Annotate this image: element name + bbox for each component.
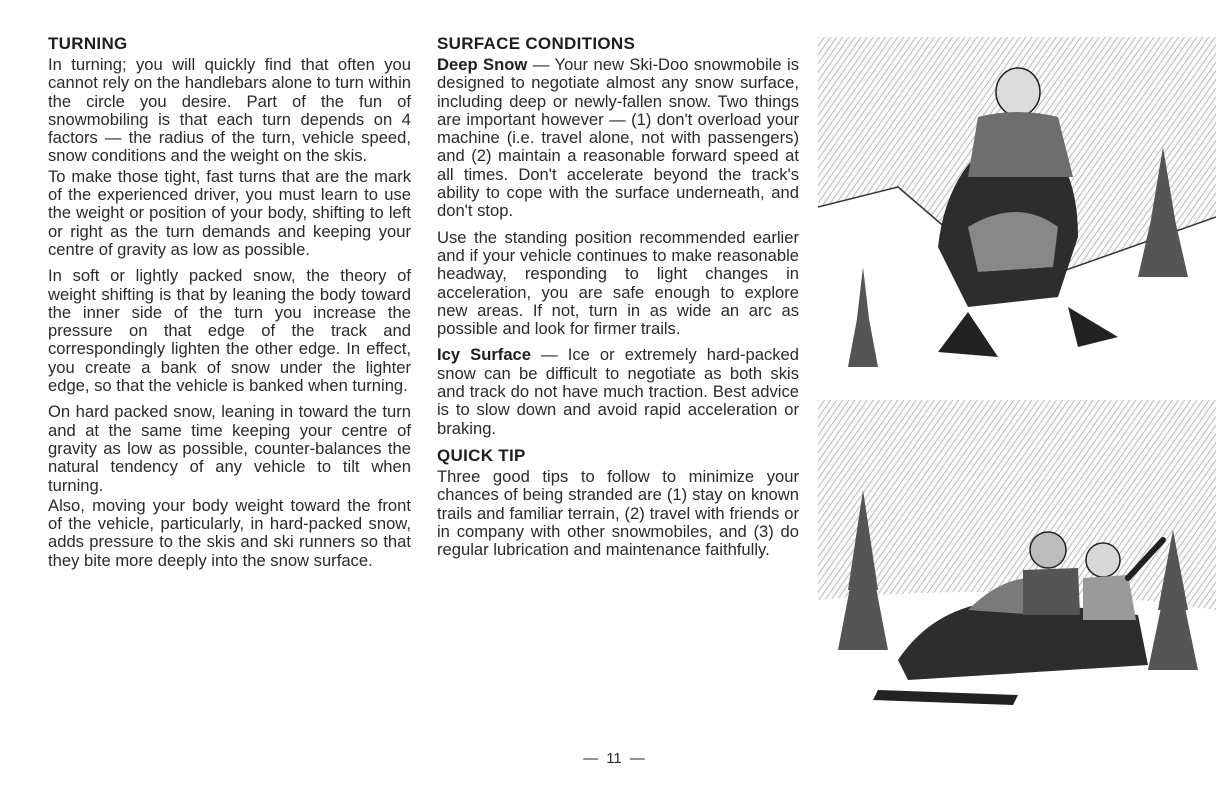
two-riders-illustration [818,400,1216,742]
page-number-dash-left: — [583,750,599,767]
surface-conditions-heading: SURFACE CONDITIONS [437,34,636,53]
helmet-icon [1086,543,1120,577]
helmet-icon [1030,532,1066,568]
turning-heading: TURNING [48,34,128,53]
turning-paragraph-2: To make those tight, fast turns that are the mark of the experienced driver, you must learn to use the weight or position of your body, shifting to left or right as the turn demands and keeping your centre of gravity as low as possible. [48,166,411,259]
passenger-jacket [1083,575,1136,620]
page-number [0,750,1228,767]
driver-jacket [1023,568,1080,615]
surface-conditions-section [437,34,799,567]
deep-snow-text: — Your new Ski-Doo snowmobile is designed to negotiate almost any snow surface, including deep or newly-fallen snow. Two things are important however — (1) don't overload your machine (i.e. travel alone, not with passengers) and (2) maintain a reasonable forward speed at all times. Don't accelerate beyond the track's ability to cope with the surface underneath, and don't stop. [437,55,799,221]
snowmobile-rider-drawing [818,37,1216,378]
turning-section [48,34,411,578]
helmet-icon [996,68,1040,116]
deep-snow-paragraph [437,56,799,221]
turning-paragraph-4: On hard packed snow, leaning in toward the turn and at the same time keeping your centre of gravity as low as possible, counter-balances the natural tendency of any vehicle to tilt when turning. [48,402,411,495]
page-number-value: 11 [606,750,622,767]
deep-snow-lead: Deep Snow [437,55,528,74]
icy-surface-paragraph [437,346,799,437]
quick-tip-heading: QUICK TIP [437,445,526,465]
page-number-dash-right: — [629,750,645,767]
quick-tip-paragraph: Three good tips to follow to minimize your chances of being stranded are (1) stay on known trails and familiar terrain, (2) travel with friends or in company with other snowmobiles, and (3) do regular lubrication and maintenance faithfully. [437,466,799,560]
two-riders-drawing [818,400,1216,742]
turning-paragraph-1: In turning; you will quickly find that often you cannot rely on the handlebars alone to turn within the circle you desire. Part of the fun of snowmobiling is that each turn depends on 4 factors — the radius of the turn, vehicle speed, snow conditions and the weight on the skis. [48,55,411,166]
snowmobile-rider-illustration [818,37,1216,378]
turning-paragraph-3: In soft or lightly packed snow, the theory of weight shifting is that by leaning the body toward the inner side of the turn you increase the pressure on that edge of the track and correspondingly lighten the other edge. In effect, you create a bank of snow under the lighter edge, so that the vehicle is banked when turning. [48,266,411,396]
windshield [968,212,1058,272]
standing-position-paragraph: Use the standing position recommended earlier and if your vehicle continues to make reasonable headway, responding to light changes in acceleration, you are safe enough to explore new areas. If not, turn in as wide an arc as possible and look for firmer trails. [437,227,799,339]
icy-surface-text: — Ice or extremely hard-packed snow can be difficult to negotiate as both skis and track do not have much traction. Best advice is to slow down and avoid rapid acceleration or braking. [437,345,799,438]
turning-paragraph-5: Also, moving your body weight toward the front of the vehicle, particularly, in hard-packed snow, adds pressure to the skis and ski runners so that they bite more deeply into the snow surface. [48,495,411,570]
rider-jacket [968,112,1073,177]
icy-surface-lead: Icy Surface [437,345,532,365]
